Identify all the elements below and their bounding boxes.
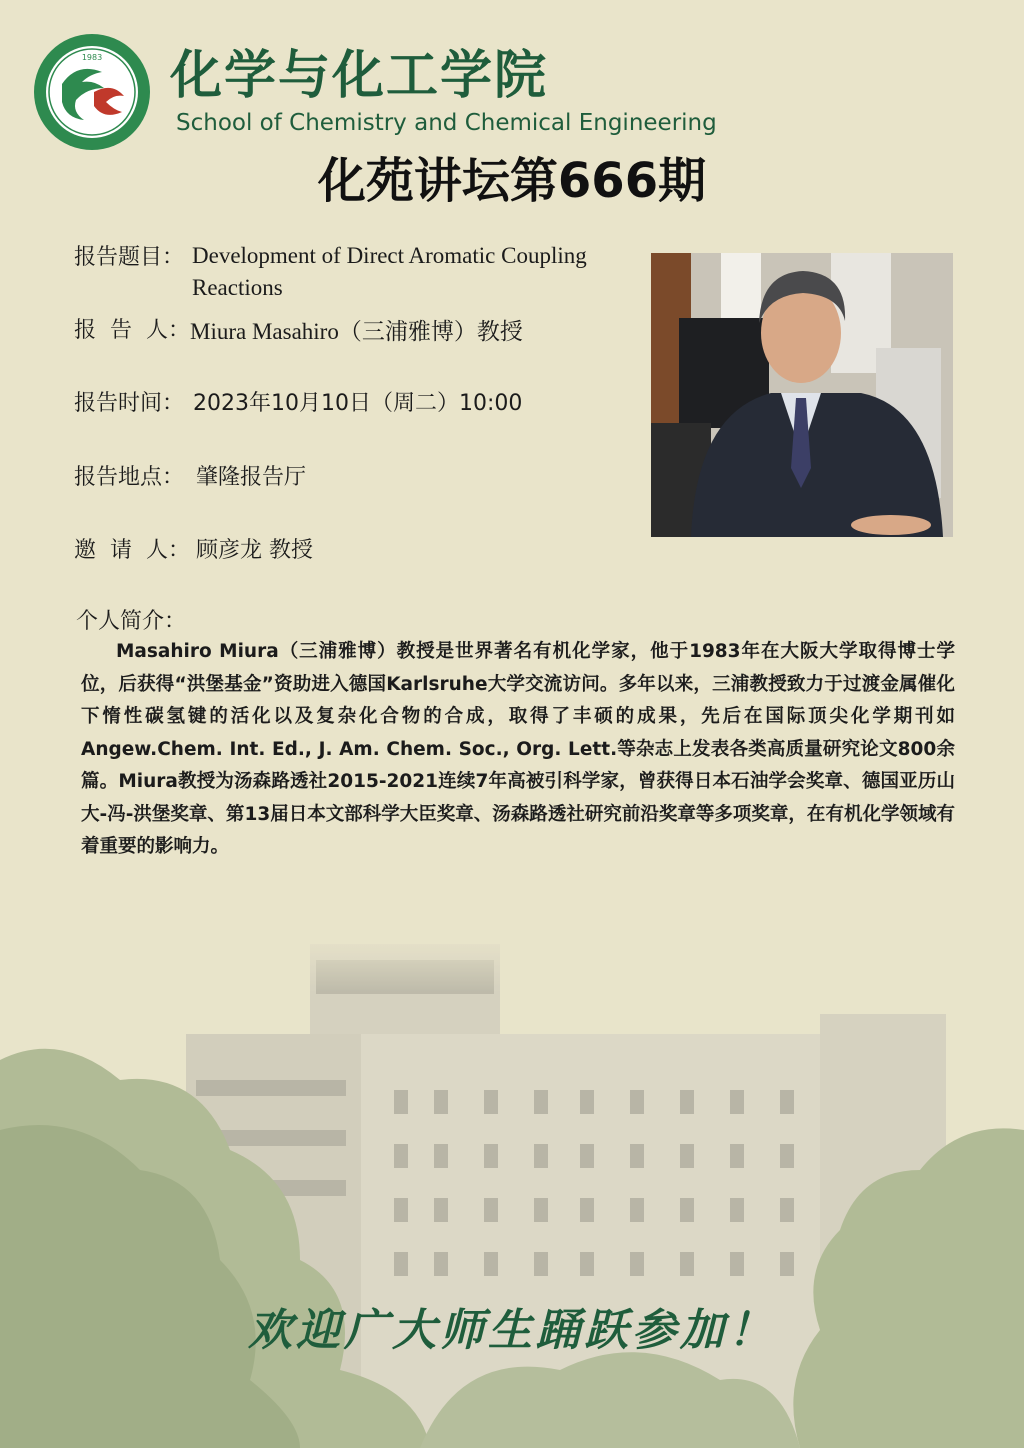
school-name-en: School of Chemistry and Chemical Engineering <box>176 110 717 136</box>
campus-building-illustration <box>0 930 1024 1448</box>
bio-heading: 个人简介： <box>76 609 187 634</box>
location-label: 报告地点： <box>74 465 185 490</box>
speaker-value <box>190 313 523 346</box>
school-logo <box>32 32 152 152</box>
host-label: 邀 请 人： <box>74 538 190 563</box>
topic-label: 报告题目： <box>74 245 185 270</box>
host-value: 顾彦龙 教授 <box>196 538 313 563</box>
svg-text:1983: 1983 <box>81 53 103 62</box>
lecture-title: 化苑讲坛第666期 <box>317 153 707 209</box>
speaker-name: Miura Masahiro（三浦雅博）教授 <box>190 319 523 344</box>
time-value: 2023年10月10日（周二）10:00 <box>193 391 523 416</box>
speaker-photo <box>651 253 953 537</box>
school-name-cn: 化学与化工学院 <box>170 46 549 106</box>
bio-text: Masahiro Miura（三浦雅博）教授是世界著名有机化学家，他于1983年在大阪大学取得博士学位，后获得“洪堡基金”资助进入德国Karlsruhe大学交流访问。多年以来，三浦教授致力于过渡金属催化下惰性碳氢键的活化以及复杂化合物的合成，取得了丰硕的成果，先后在国际顶尖化学期刊如Angew.Chem. Int. Ed., J. Am. Chem. Soc., Org. Lett.等杂志上发表各类高质量研究论文800余篇。Miura教授为汤森路透社2015-2021连续7年高被引科学家，曾获得日本石油学会奖章、德国亚历山大-冯-洪堡奖章、第13届日本文部科学大臣奖章、汤森路透社研究前沿奖章等多项奖章，在有机化学领域有着重要的影响力。 <box>81 641 955 857</box>
topic-value: Development of Direct Aromatic Coupling Reactions <box>192 243 587 300</box>
speaker-label: 报 告 人： <box>74 318 190 343</box>
welcome-message: 欢迎广大师生踊跃参加！ <box>248 1305 776 1356</box>
time-label: 报告时间： <box>74 391 185 416</box>
location-value: 肇隆报告厅 <box>196 465 307 490</box>
